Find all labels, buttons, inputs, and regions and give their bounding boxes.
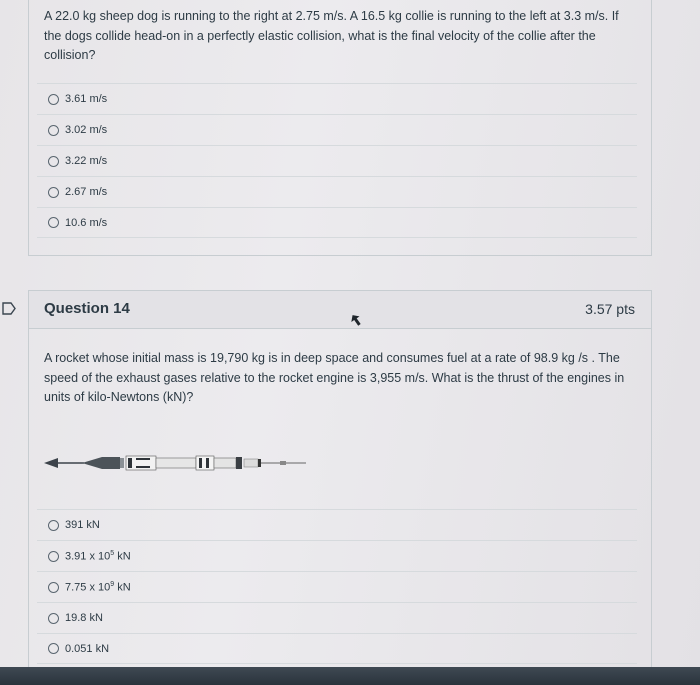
question-points: 3.57 pts (585, 301, 635, 317)
radio-button[interactable] (48, 520, 59, 531)
answer-exponent: 9 (110, 580, 115, 588)
mouse-cursor-icon (351, 314, 361, 326)
question-14-answers (37, 509, 637, 664)
question-13-answers (37, 83, 637, 238)
radio-button[interactable] (48, 94, 59, 105)
question-13-card (28, 0, 652, 256)
answer-label: 3.02 m/s (65, 124, 108, 136)
answer-label: 2.67 m/s (65, 186, 108, 198)
answer-option[interactable] (37, 633, 637, 664)
radio-button[interactable] (48, 125, 59, 136)
radio-button[interactable] (48, 156, 59, 167)
radio-button[interactable] (48, 643, 59, 654)
answer-option[interactable] (37, 540, 637, 571)
answer-mantissa: 3.91 x 10 (65, 550, 111, 563)
answer-label: 19.8 kN (65, 612, 103, 624)
answer-exponent: 5 (110, 549, 115, 557)
radio-button[interactable] (48, 187, 59, 198)
answer-option[interactable] (37, 145, 637, 176)
question-14-card (28, 290, 652, 670)
answer-label: 391 kN (65, 519, 100, 531)
flag-icon[interactable] (2, 302, 16, 315)
answer-mantissa: 7.75 x 10 (65, 581, 111, 594)
radio-button[interactable] (48, 613, 59, 624)
answer-label (65, 550, 131, 563)
question-13-text: A 22.0 kg sheep dog is running to the right at 2.75 m/s. A 16.5 kg collie is running to the left at 3.3 m/s. If the dogs collide head-on in a perfectly elastic collision, what is the final velocity of the collie after the collision? (44, 9, 619, 62)
answer-label: 3.61 m/s (65, 93, 108, 105)
taskbar (0, 667, 700, 685)
answer-option[interactable] (37, 83, 637, 114)
rocket-illustration (44, 453, 306, 473)
question-header (29, 291, 651, 329)
radio-button[interactable] (48, 582, 59, 593)
answer-option[interactable] (37, 571, 637, 602)
answer-label (65, 581, 131, 594)
answer-label: 0.051 kN (65, 642, 110, 655)
answer-unit: kN (114, 550, 131, 563)
answer-option[interactable] (37, 207, 637, 238)
answer-option[interactable] (37, 176, 637, 207)
answer-unit: kN (114, 581, 131, 594)
answer-option[interactable] (37, 602, 637, 633)
answer-option[interactable] (37, 509, 637, 540)
answer-option[interactable] (37, 114, 637, 145)
answer-label: 10.6 m/s (65, 216, 108, 229)
answer-label: 3.22 m/s (65, 155, 108, 167)
radio-button[interactable] (48, 217, 59, 228)
question-14-text: A rocket whose initial mass is 19,790 kg is in deep space and consumes fuel at a rate of 98.9 kg /s . The speed of the exhaust gases relative to the rocket engine is 3,955 m/s. What is the thrust of the engines in units of kilo-Newtons (kN)? (44, 351, 625, 404)
radio-button[interactable] (48, 551, 59, 562)
question-title: Question 14 (44, 300, 130, 317)
